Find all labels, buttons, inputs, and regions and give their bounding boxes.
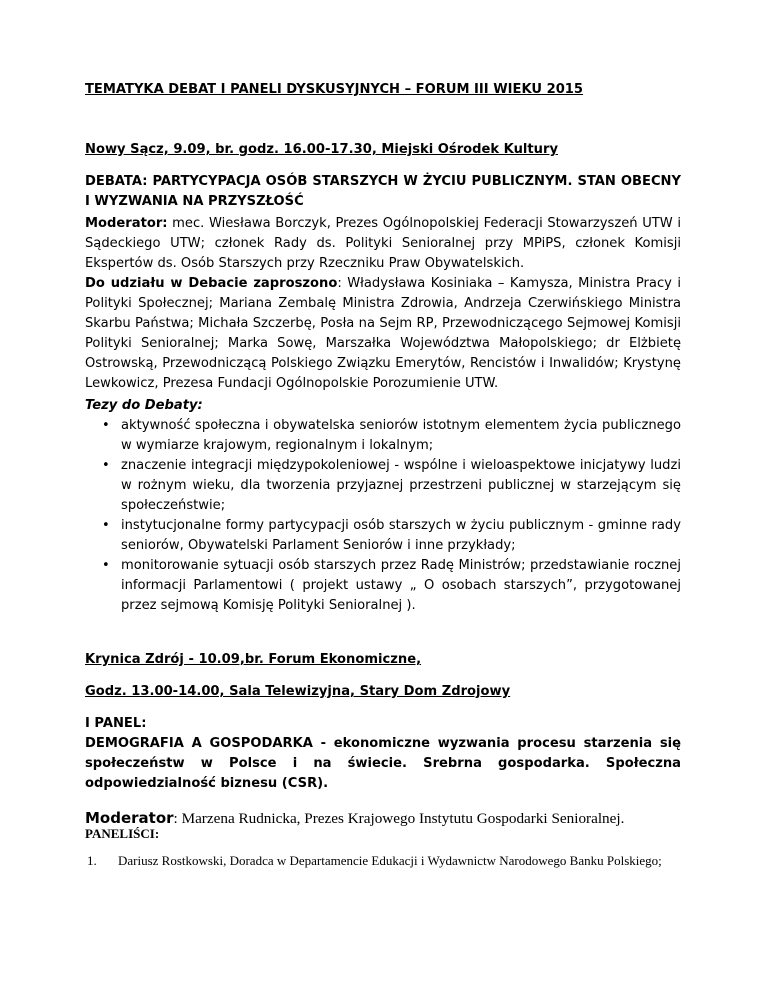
bullet-icon: • xyxy=(102,518,110,533)
list-item xyxy=(85,556,681,616)
panelist-text: Dariusz Rostkowski, Doradca w Departamencie Edukacji i Wydawnictw Narodowego Banku Polskiego; xyxy=(118,853,662,868)
debate-invited xyxy=(85,274,681,394)
panel-moderator-text: : Marzena Rudnicka, Prezes Krajowego Instytutu Gospodarki Senioralnej. xyxy=(173,810,625,827)
thesis-text: aktywność społeczna i obywatelska seniorów istotnym elementem życia publicznego w wymiarze krajowym, regionalnym i lokalnym; xyxy=(121,418,681,453)
bullet-icon: • xyxy=(102,558,110,573)
list-item xyxy=(85,516,681,556)
invited-text: : Władysława Kosiniaka – Kamysza, Ministra Pracy i Polityki Społecznej; Mariana Zembalę Ministra Zdrowia, Andrzeja Czerwińskiego Ministra Skarbu Państwa; Michała Szczerbę, Posła na Sejm RP, Przewodniczącego Sejmowej Komisji Polityki Senioralnej; Marka Sowę, Marszałka Województwa Małopolskiego; dr Elżbietę Ostrowską, Przewodniczącą Polskiego Związku Emerytów, Rencistów i Inwalidów; Krystynę Lewkowicz, Prezesa Fundacji Ogólnopolskie Porozumienie UTW. xyxy=(85,276,681,391)
panel-title: DEMOGRAFIA A GOSPODARKA - ekonomiczne wyzwania procesu starzenia się społeczeństw w Polsce i na świecie. Srebrna gospodarka. Społeczna odpowiedzialność biznesu (CSR). xyxy=(85,736,681,791)
list-item xyxy=(85,851,681,870)
panelists-list xyxy=(85,851,681,870)
list-item xyxy=(85,456,681,516)
event2-heading: Krynica Zdrój - 10.09,br. Forum Ekonomiczne, xyxy=(85,652,422,667)
moderator-text: mec. Wiesława Borczyk, Prezes Ogólnopolskiej Federacji Stowarzyszeń UTW i Sądeckiego UTW; członek Rady ds. Polityki Senioralnej przy MPiPS, członek Komisji Ekspertów ds. Osób Starszych przy Rzeczniku Praw Obywatelskich. xyxy=(85,216,681,271)
bullet-icon: • xyxy=(102,418,110,433)
invited-label: Do udziału w Debacie zaproszono xyxy=(85,276,338,291)
document-title: TEMATYKA DEBAT I PANELI DYSKUSYJNYCH – FORUM III WIEKU 2015 xyxy=(85,82,584,97)
panel-label: I PANEL: xyxy=(85,716,147,731)
thesis-text: znaczenie integracji międzypokoleniowej - wspólne i wieloaspektowe inicjatywy ludzi w rożnym wieku, dla tworzenia przyjaznej przestrzeni publicznej w starzejącym się społeczeństwie; xyxy=(121,458,681,513)
panelists-label: PANELIŚCI: xyxy=(85,826,160,841)
panelist-number: 1. xyxy=(87,853,97,868)
event2-time-location: Godz. 13.00-14.00, Sala Telewizyjna, Stary Dom Zdrojowy xyxy=(85,684,511,699)
moderator-label: Moderator: xyxy=(85,216,168,231)
debate-title: DEBATA: PARTYCYPACJA OSÓB STARSZYCH W ŻYCIU PUBLICZNYM. STAN OBECNY I WYZWANIA NA PRZYSZŁOŚĆ xyxy=(85,174,681,209)
thesis-text: monitorowanie sytuacji osób starszych przez Radę Ministrów; przedstawianie rocznej informacji Parlamentowi ( projekt ustawy „ O osobach starszych”, przygotowanej przez sejmową Komisję Polityki Senioralnej ). xyxy=(121,558,681,613)
thesis-text: instytucjonalne formy partycypacji osób starszych w życiu publicznym - gminne rady seniorów, Obywatelski Parlament Seniorów i inne przykłady; xyxy=(121,518,681,553)
theses-list xyxy=(85,416,681,616)
theses-label: Tezy do Debaty: xyxy=(85,398,203,413)
bullet-icon: • xyxy=(102,458,110,473)
debate-moderator xyxy=(85,214,681,274)
list-item xyxy=(85,416,681,456)
event1-heading: Nowy Sącz, 9.09, br. godz. 16.00-17.30, Miejski Ośrodek Kultury xyxy=(85,142,558,157)
panel-moderator-label: Moderator xyxy=(85,809,174,827)
